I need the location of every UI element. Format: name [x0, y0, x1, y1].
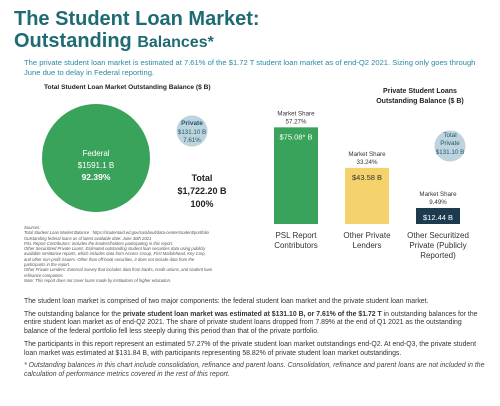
- title-line-1: The Student Loan Market:: [14, 8, 260, 30]
- federal-share-label: 92.39%: [81, 172, 111, 182]
- total-private-label: Total: [443, 132, 457, 139]
- subtitle: The private student loan market is estimated at 7.61% of the $1.72 T student loan market as of end-Q2 2021. Sizing only goes through June due to delay in Federal reporting.: [24, 58, 476, 77]
- bar-value-label: $75.08* B: [279, 132, 313, 142]
- sources-block: [24, 225, 274, 283]
- title-line-2-small: Balances*: [137, 34, 214, 51]
- body-paragraph-2-bold: private student loan market was estimated at $131.10 B, or 7.61% of the $1.72 T: [122, 310, 382, 318]
- private-value-label: $131.10 B: [177, 129, 207, 136]
- total-private-value-label: $131.10 B: [435, 149, 465, 156]
- category-label: Other Private: [343, 231, 391, 240]
- body-paragraph-1: The student loan market is comprised of two major components: the federal student loan market and the private student loan market.: [24, 298, 429, 305]
- source-line: Total Student Loan Market Balance : https://studentaid.ed.gov/sa/about/data-center/student/portfolio: [24, 230, 209, 236]
- total-label: Total: [191, 173, 213, 183]
- title-line-2: Outstanding: [14, 30, 138, 52]
- body-paragraph-2: [24, 311, 486, 337]
- category-label: PSL Report: [275, 231, 317, 240]
- total-private-label: Private: [440, 140, 460, 147]
- market-share-value: 9.49%: [429, 198, 447, 206]
- source-line: Other Private Lenders: External Survey that includes data from banks, credit unions, and student loan: [24, 267, 213, 273]
- market-share-value: 57.27%: [285, 118, 307, 126]
- market-share-title: Market Share: [419, 190, 457, 198]
- private-balance-heading-line-2: Outstanding Balance ($ B): [376, 98, 464, 105]
- federal-value-label: $1591.1 B: [77, 161, 115, 170]
- body-text: [24, 298, 486, 384]
- source-line: Outstanding federal loans as of latest available date: June 30th 2021: [24, 235, 152, 241]
- private-label: Private: [181, 120, 203, 127]
- source-line: Other Securitized Private Loans: Estimated outstanding student loan securities data using publicly: [24, 246, 206, 252]
- body-paragraph-2-c: in outstanding balances for the entire student loan market as of end-Q2 2021. The share of private student loans dropped from 7.89% at the end of Q1 2021 as the outstanding balance of the federal portfolio fell less steeply during this period than that of the private portfolio.: [24, 310, 478, 336]
- category-label: Private (Publicly: [409, 241, 467, 250]
- federal-bubble: [42, 104, 150, 212]
- market-share-title: Market Share: [348, 150, 386, 158]
- source-line: participants in the report.: [24, 262, 71, 268]
- source-line: available remittance reports, which includes data from Access Group, First Marblehead, Key Corp,: [24, 251, 206, 257]
- bar: [274, 127, 318, 224]
- body-paragraph-2-a: The outstanding balance for the: [24, 310, 123, 318]
- category-label: Lenders: [352, 241, 382, 250]
- bar-value-label: $43.58 B: [351, 172, 383, 182]
- bar-value-label: $12.44 B: [422, 212, 454, 222]
- category-label: Reported): [420, 251, 456, 260]
- footnote: * Outstanding balances in this chart include consolidation, refinance and parent loans. Consolidation, refinance and parent loans are not included in the calculation of performance metrics covered in the rest of this report.: [24, 362, 485, 378]
- source-line: and other non-profit issuers. Other than off-book securities, it does not include data from the: [24, 256, 195, 262]
- source-line: Note: This report does not cover loans made by institutions of higher education.: [24, 277, 172, 283]
- private-share-label: 7.61%: [183, 137, 201, 144]
- market-share-title: Market Share: [277, 110, 315, 118]
- body-paragraph-3: The participants in this report represent an estimated 57.27% of the private student loan market outstandings end-Q2. At end-Q3, the private student loan market was estimated at $131.84 B, with participants representing 58.82% of private student loan market outstandings.: [24, 340, 476, 357]
- source-line: Sources:: [24, 225, 41, 230]
- federal-label: Federal: [82, 149, 110, 158]
- source-line: refinance companies.: [24, 272, 64, 278]
- source-line: PSL Report Contributors: includes the lenders/holders participating in this report.: [24, 240, 174, 246]
- category-label: Other Securitized: [407, 231, 469, 240]
- private-balance-heading-line-1: Private Student Loans: [383, 88, 457, 95]
- total-value-label: $1,722.20 B: [177, 186, 227, 196]
- market-share-value: 33.24%: [356, 158, 378, 166]
- category-label: Contributors: [274, 241, 318, 250]
- total-market-heading: Total Student Loan Market Outstanding Balance ($ B): [44, 84, 211, 91]
- total-share-label: 100%: [190, 199, 214, 209]
